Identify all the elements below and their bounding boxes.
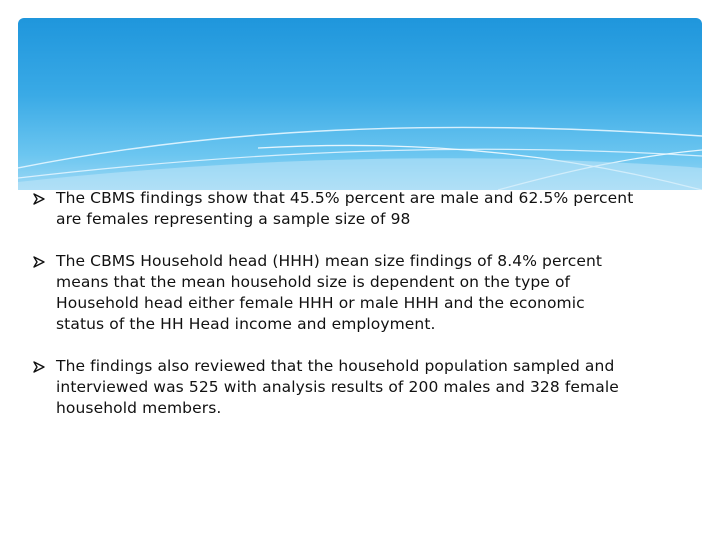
bullet-text	[56, 251, 692, 335]
bullet-line: means that the mean household size is dependent on the type of	[56, 273, 571, 291]
banner-wave-decoration	[18, 18, 702, 190]
bullet-text	[56, 188, 692, 230]
arrow-bullet-icon	[32, 255, 46, 269]
bullet-line: The CBMS findings show that 45.5% percent are male and 62.5% percent	[56, 189, 634, 207]
bullet-line: The findings also reviewed that the household population sampled and	[56, 357, 615, 375]
bullet-text	[56, 356, 692, 419]
bullet-line: The CBMS Household head (HHH) mean size findings of 8.4% percent	[56, 252, 603, 270]
bullet-line: are females representing a sample size of 98	[56, 210, 411, 228]
bullet-line: household members.	[56, 399, 222, 417]
bullet-item	[32, 356, 692, 419]
header-banner	[18, 18, 702, 190]
arrow-bullet-icon	[32, 192, 46, 206]
bullet-line: status of the HH Head income and employment.	[56, 315, 436, 333]
bullet-list	[32, 188, 692, 440]
arrow-bullet-icon	[32, 360, 46, 374]
bullet-line: Household head either female HHH or male HHH and the economic	[56, 294, 585, 312]
bullet-item	[32, 251, 692, 335]
bullet-line: interviewed was 525 with analysis results of 200 males and 328 female	[56, 378, 619, 396]
bullet-item	[32, 188, 692, 230]
